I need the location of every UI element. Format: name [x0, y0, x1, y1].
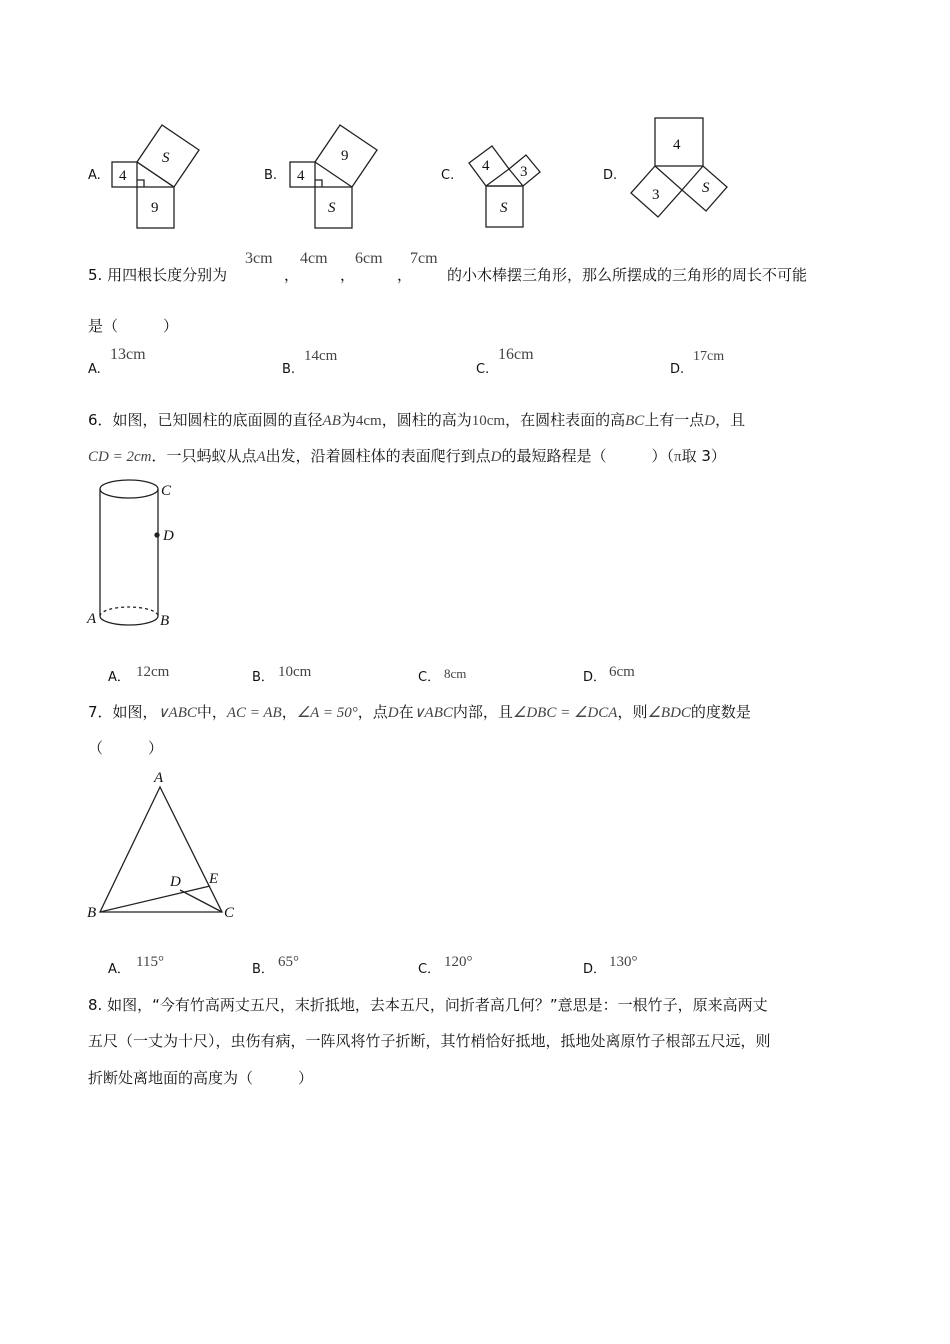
math: ∠BDC — [647, 705, 691, 721]
option-label: D． — [583, 962, 607, 977]
text: 上有一点 — [644, 411, 705, 429]
text: 7．如图， — [88, 703, 158, 721]
text: 的度数是 — [690, 703, 751, 721]
math: AB — [322, 413, 341, 429]
option-value: 13cm — [110, 346, 146, 363]
math: D — [704, 413, 716, 429]
math: 10cm — [471, 413, 506, 429]
cylinder-figure — [86, 480, 174, 629]
q4-option-c-label: C. — [441, 168, 455, 183]
q8-line: 8. 如图，“今有竹高两丈五尺，末折抵地，去本五尺，问折者高几何？”意思是：一根竹子，原来高两丈 — [88, 996, 768, 1014]
option-value: 120° — [444, 954, 473, 970]
math: CD = 2cm — [88, 449, 152, 465]
length: 4cm — [300, 250, 328, 267]
svg-text:S: S — [162, 150, 170, 166]
svg-text:D: D — [163, 528, 174, 544]
math: A — [256, 449, 266, 465]
math: ∨ABC — [413, 705, 453, 721]
svg-text:3: 3 — [652, 187, 660, 203]
svg-text:D: D — [170, 874, 181, 890]
text: ，圆柱的高为 — [381, 411, 472, 429]
option-label: A． — [108, 670, 130, 685]
q4-option-b-label: B. — [264, 168, 278, 183]
text: 内部，且 — [452, 703, 513, 721]
svg-text:4: 4 — [297, 168, 305, 184]
q4-figure-a — [112, 125, 199, 228]
svg-text:C: C — [224, 905, 235, 921]
svg-text:4: 4 — [673, 137, 681, 153]
option-value: 65° — [278, 954, 299, 970]
q8-line: 五尺（一丈为十尺），虫伤有病，一阵风将竹子折断，其竹梢恰好抵地，抵地处离原竹子根部五尺远，则 — [88, 1032, 771, 1050]
option-label: B． — [252, 962, 274, 977]
option-label: C． — [418, 962, 441, 977]
svg-text:A: A — [87, 611, 97, 627]
option-value: 130° — [609, 954, 638, 970]
text: 6．如图，已知圆柱的底面圆的直径 — [88, 411, 323, 429]
svg-text:B: B — [160, 613, 170, 629]
svg-text:4: 4 — [482, 158, 490, 174]
option-value: 14cm — [304, 348, 338, 364]
svg-text:3: 3 — [520, 164, 528, 180]
q5-text: 的小木棒摆三角形，那么所摆成的三角形的周长不可能 — [447, 266, 808, 284]
svg-text:B: B — [87, 905, 97, 921]
math: π — [674, 449, 682, 465]
option-label: B. — [282, 362, 296, 377]
option-value: 8cm — [444, 666, 467, 681]
math: BC — [625, 413, 645, 429]
q5-text: 是（ ） — [88, 317, 179, 335]
option-label: D． — [583, 670, 607, 685]
option-label: A． — [108, 962, 130, 977]
option-label: B． — [252, 670, 274, 685]
text: ， — [281, 703, 297, 721]
sep: ， — [340, 266, 356, 284]
svg-text:S: S — [328, 200, 336, 216]
text: ．一只蚂蚁从点 — [151, 447, 257, 465]
svg-text:S: S — [500, 200, 508, 216]
option-value: 17cm — [693, 349, 725, 364]
text: ，在圆柱表面的高 — [505, 411, 626, 429]
q6-line2 — [88, 445, 726, 466]
svg-text:C: C — [161, 483, 172, 499]
option-label: C. — [476, 362, 490, 377]
text: ，且 — [715, 411, 746, 429]
math: ∠DBC = ∠DCA — [512, 705, 618, 721]
length: 6cm — [355, 250, 383, 267]
text: 的最短路程是（ ）（ — [501, 447, 675, 465]
q4-option-a-label: A. — [88, 168, 101, 183]
math: 4cm — [355, 413, 382, 429]
svg-text:E: E — [209, 871, 219, 887]
math: D — [387, 705, 399, 721]
q5-text: 5. 用四根长度分别为 — [88, 266, 228, 284]
q7-line1 — [88, 701, 751, 722]
text: 取 3） — [681, 447, 726, 465]
option-value: 12cm — [136, 664, 170, 680]
math: ∨ABC — [157, 705, 197, 721]
triangle-figure — [87, 770, 235, 921]
svg-text:9: 9 — [341, 148, 349, 164]
text: 出发，沿着圆柱体的表面爬行到点 — [265, 447, 491, 465]
math: AC = AB — [226, 705, 282, 721]
text: 为 — [340, 411, 356, 429]
svg-text:A: A — [154, 770, 164, 786]
svg-text:S: S — [702, 180, 710, 196]
q4-figure-c — [469, 146, 540, 227]
q4-option-d-label: D. — [603, 168, 618, 183]
option-label: D. — [670, 362, 685, 377]
svg-text:9: 9 — [151, 200, 159, 216]
option-value: 10cm — [278, 664, 312, 680]
sep: ， — [284, 266, 300, 284]
option-label: A. — [88, 362, 101, 377]
option-value: 6cm — [609, 664, 635, 680]
text: 在 — [398, 703, 414, 721]
text: 中， — [196, 703, 227, 721]
q7-line2: （ ） — [88, 739, 164, 757]
length: 7cm — [410, 250, 438, 267]
text: ，则 — [617, 703, 648, 721]
svg-text:4: 4 — [119, 168, 127, 184]
text: ，点 — [357, 703, 388, 721]
q4-figure-d — [631, 118, 727, 217]
q8-line: 折断处离地面的高度为（ ） — [88, 1069, 314, 1087]
option-value: 115° — [136, 954, 164, 970]
q4-figure-b — [290, 125, 377, 228]
length: 3cm — [245, 250, 273, 267]
sep: ， — [397, 266, 413, 284]
math: ∠A = 50° — [296, 705, 358, 721]
option-label: C． — [418, 670, 441, 685]
option-value: 16cm — [498, 346, 534, 363]
q6-line1 — [88, 409, 745, 430]
math: D — [490, 449, 502, 465]
